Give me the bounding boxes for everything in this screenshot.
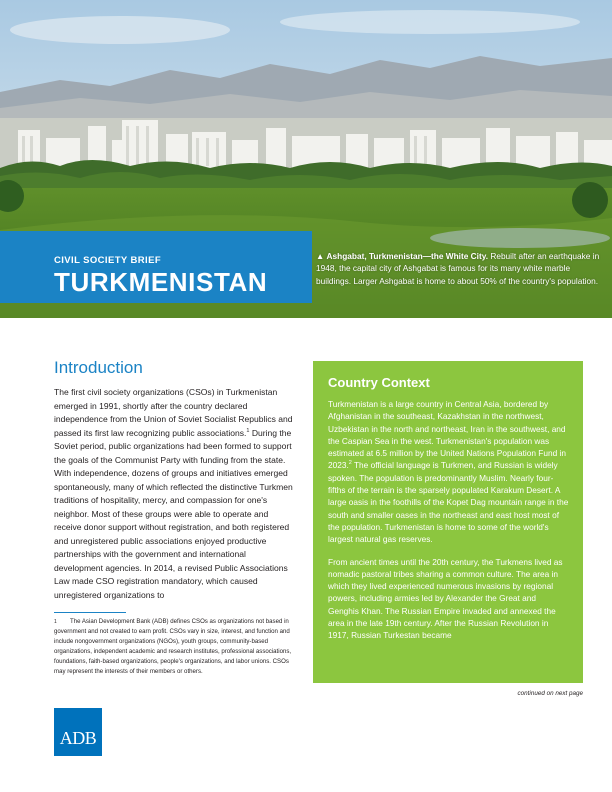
footnote-divider <box>54 612 126 613</box>
country-title: TURKMENISTAN <box>54 267 268 297</box>
brief-label: CIVIL SOCIETY BRIEF <box>54 255 162 266</box>
title-box <box>0 231 312 303</box>
photo-caption <box>316 250 606 287</box>
introduction-text-2: During the Soviet period, public organizations had been formed to support the goals of the Communist Party with funding from the state. With independence, dozens of groups and initiatives emerged spontaneously, many of which reflected the distinctive Turkmen traditions of hospitality, mercy, and compassion for one's neighbor. Most of these groups were able to operate and receive donor support without registration, and both registered and unregistered public associations enjoyed productive partnerships with the government and international development agencies. In 2014, a revised Public Associations Law made CSO registration mandatory, which caused unregistered organizations to <box>54 427 293 600</box>
caption-marker-icon: ▲ <box>316 251 325 261</box>
caption-text: Rebuilt after an earthquake in 1948, the capital city of Ashgabat is famous for its many white marble buildings. Larger Ashgabat is home to about 50% of the country's population. <box>316 251 600 286</box>
continued-note: continued on next page <box>517 690 583 697</box>
context-text-1a: Turkmenistan is a large country in Central Asia, bordered by Afghanistan in the southeast, Kazakhstan in the northwest, Uzbekistan in the north and northeast, Iran in the southwest, and the Caspian Sea in the west. Turkmenistan's population was estimated at 6.5 million by the United Nations Population Fund in 2023. <box>328 399 566 471</box>
footnote-text: The Asian Development Bank (ADB) defines CSOs as organizations not based in government and not created to earn profit. CSOs vary in size, interest, and function and include nongovernment organizations (NGOs), youth groups, community-based organizations, independent academic and research institutes, professional associations, foundations, faith-based organizations, people's organizations, and labor unions. CSOs may represent the interests of their members or others. <box>54 618 292 675</box>
footnote-ref-2[interactable]: 2 <box>348 460 352 467</box>
introduction-heading: Introduction <box>54 358 143 377</box>
country-context-paragraph-2: From ancient times until the 20th century, the Turkmens lived as nomadic pastoral tribes sharing a common culture. The area in which they lived experienced numerous invasions by regional powers, including armies led by Alexander the Great and Genghis Khan. The Russian Empire invaded and annexed the area in the late 19th century. After the Russian Revolution in 1917, Russian Turkestan became <box>328 556 563 641</box>
introduction-paragraph <box>54 386 296 602</box>
country-context-heading: Country Context <box>328 375 430 390</box>
adb-logo-icon <box>54 708 102 756</box>
introduction-text-1: The first civil society organizations (CSOs) in Turkmenistan emerged in 1991, shortly after the country declared independence from the Union of Soviet Socialist Republics and passed its first law recognizing public associations. <box>54 387 293 438</box>
footnote-1 <box>54 617 302 677</box>
caption-bold: Ashgabat, Turkmenistan—the White City. <box>326 251 489 261</box>
country-context-paragraph-1 <box>328 398 569 546</box>
country-context-box <box>313 361 583 683</box>
context-text-1b: The official language is Turkmen, and Russian is widely spoken. The population is predominantly Muslim. Nearly four-fifths of the terrain is the sparsely populated Karakum Desert. A large oasis in the foothills of the Kopet Dag mountain range in the south and smaller oases in the northeast and east host most of the population. Turkmenistan is home to some of the world's largest natural gas reserves. <box>328 460 569 545</box>
adb-logo-text: ADB <box>59 728 97 748</box>
footnote-number: 1 <box>54 619 57 625</box>
footnote-ref-1[interactable]: 1 <box>246 427 250 434</box>
